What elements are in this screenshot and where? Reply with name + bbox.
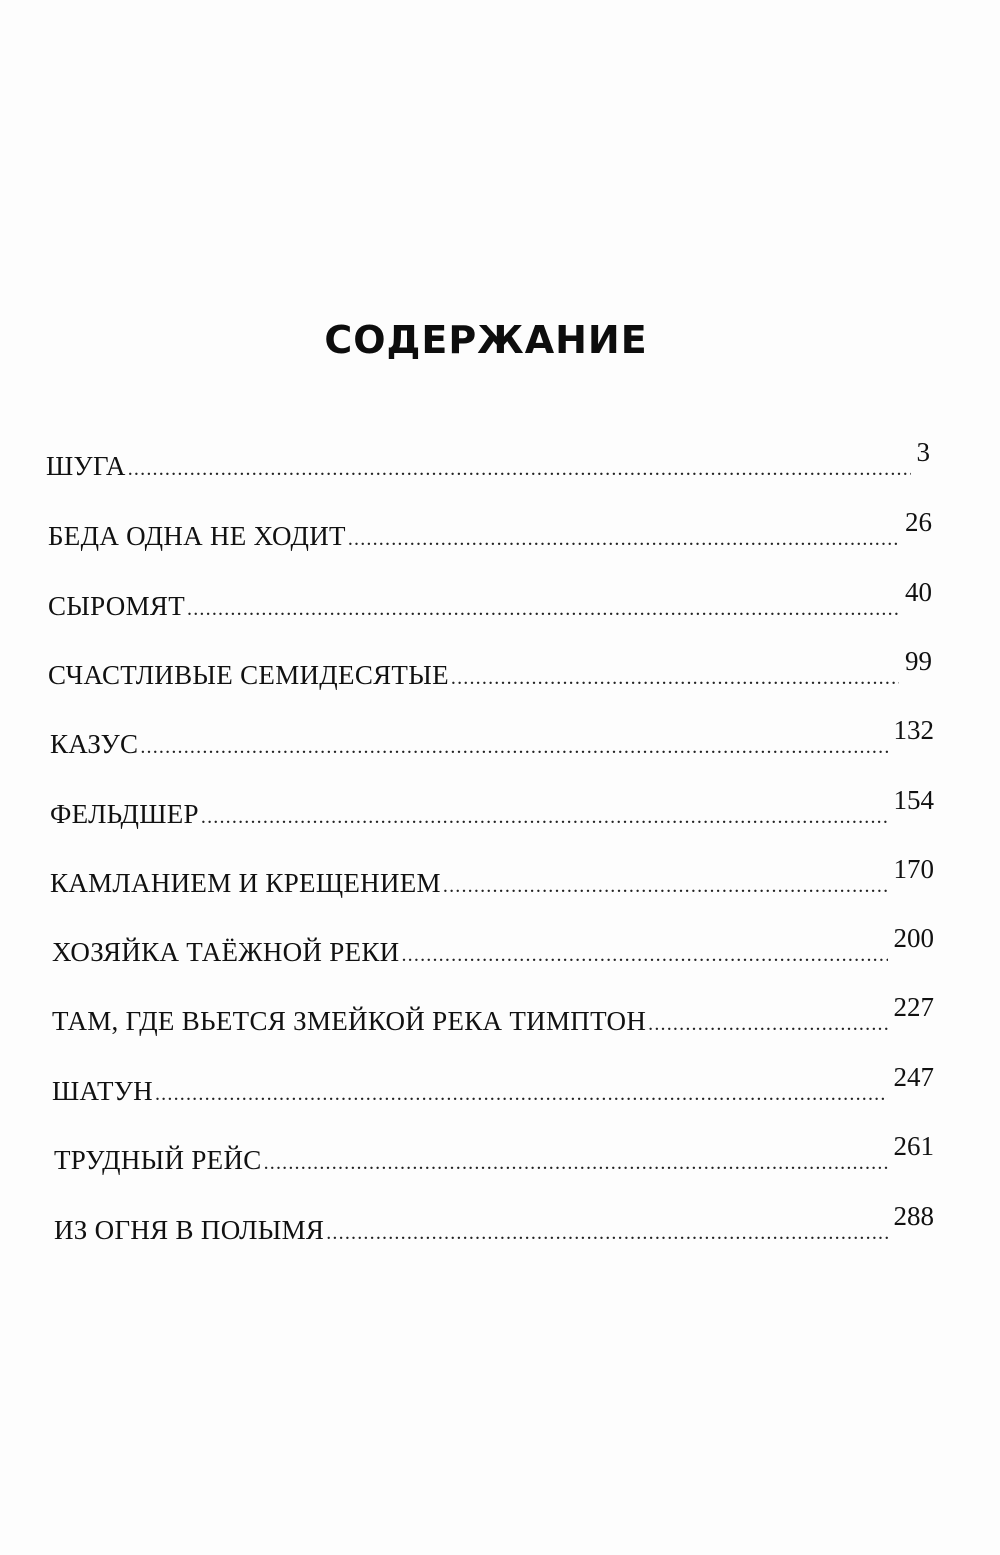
toc-heading: СОДЕРЖАНИЕ [324,318,648,362]
dot-leader [443,866,888,906]
entry-title: ХОЗЯЙКА ТАЁЖНОЙ РЕКИ [52,937,400,967]
entry-title: ШАТУН [52,1076,153,1106]
dot-leader [187,589,899,629]
entry-title: ТАМ, ГДЕ ВЬЕТСЯ ЗМЕЙКОЙ РЕКА ТИМПТОН [52,1006,647,1036]
entry-title: ТРУДНЫЙ РЕЙС [54,1145,262,1175]
entry-page-number: 288 [893,1201,934,1231]
entry-title: ИЗ ОГНЯ В ПОЛЫМЯ [54,1215,325,1245]
dot-leader [128,449,911,489]
toc-entry [48,577,932,626]
entry-page-number: 99 [905,646,932,676]
toc-entry [50,715,934,764]
toc-entry [48,507,932,556]
dot-leader [201,797,888,837]
toc-entry [52,1062,934,1111]
entry-page-number: 261 [893,1131,934,1161]
entry-title: СЧАСТЛИВЫЕ СЕМИДЕСЯТЫЕ [48,660,449,690]
toc-entry [54,1201,934,1250]
entry-title: СЫРОМЯТ [48,591,186,621]
toc-entry [50,854,934,903]
dot-leader [401,935,887,975]
entry-page-number: 247 [893,1062,934,1092]
toc-entry [46,437,930,486]
entry-page-number: 200 [893,923,934,953]
entry-title: ФЕЛЬДШЕР [50,799,199,829]
entry-title: КАМЛАНИЕМ И КРЕЩЕНИЕМ [50,868,441,898]
dot-leader [264,1143,888,1183]
entry-page-number: 3 [916,437,930,467]
dot-leader [348,519,899,559]
toc-entry [52,992,934,1041]
toc-entry [54,1131,934,1180]
dot-leader [326,1213,887,1253]
entry-page-number: 132 [893,715,934,745]
entry-title: БЕДА ОДНА НЕ ХОДИТ [48,521,346,551]
entry-page-number: 154 [893,785,934,815]
entry-page-number: 26 [905,507,932,537]
toc-entry [52,923,934,972]
dot-leader [648,1004,887,1044]
entry-page-number: 40 [905,577,932,607]
dot-leader [140,727,887,767]
toc-entry [48,646,932,695]
entry-title: ШУГА [46,451,126,481]
toc-entry [50,785,934,834]
dot-leader [155,1074,888,1114]
entry-page-number: 227 [893,992,934,1022]
entry-title: КАЗУС [50,729,139,759]
entry-page-number: 170 [893,854,934,884]
dot-leader [451,658,899,698]
